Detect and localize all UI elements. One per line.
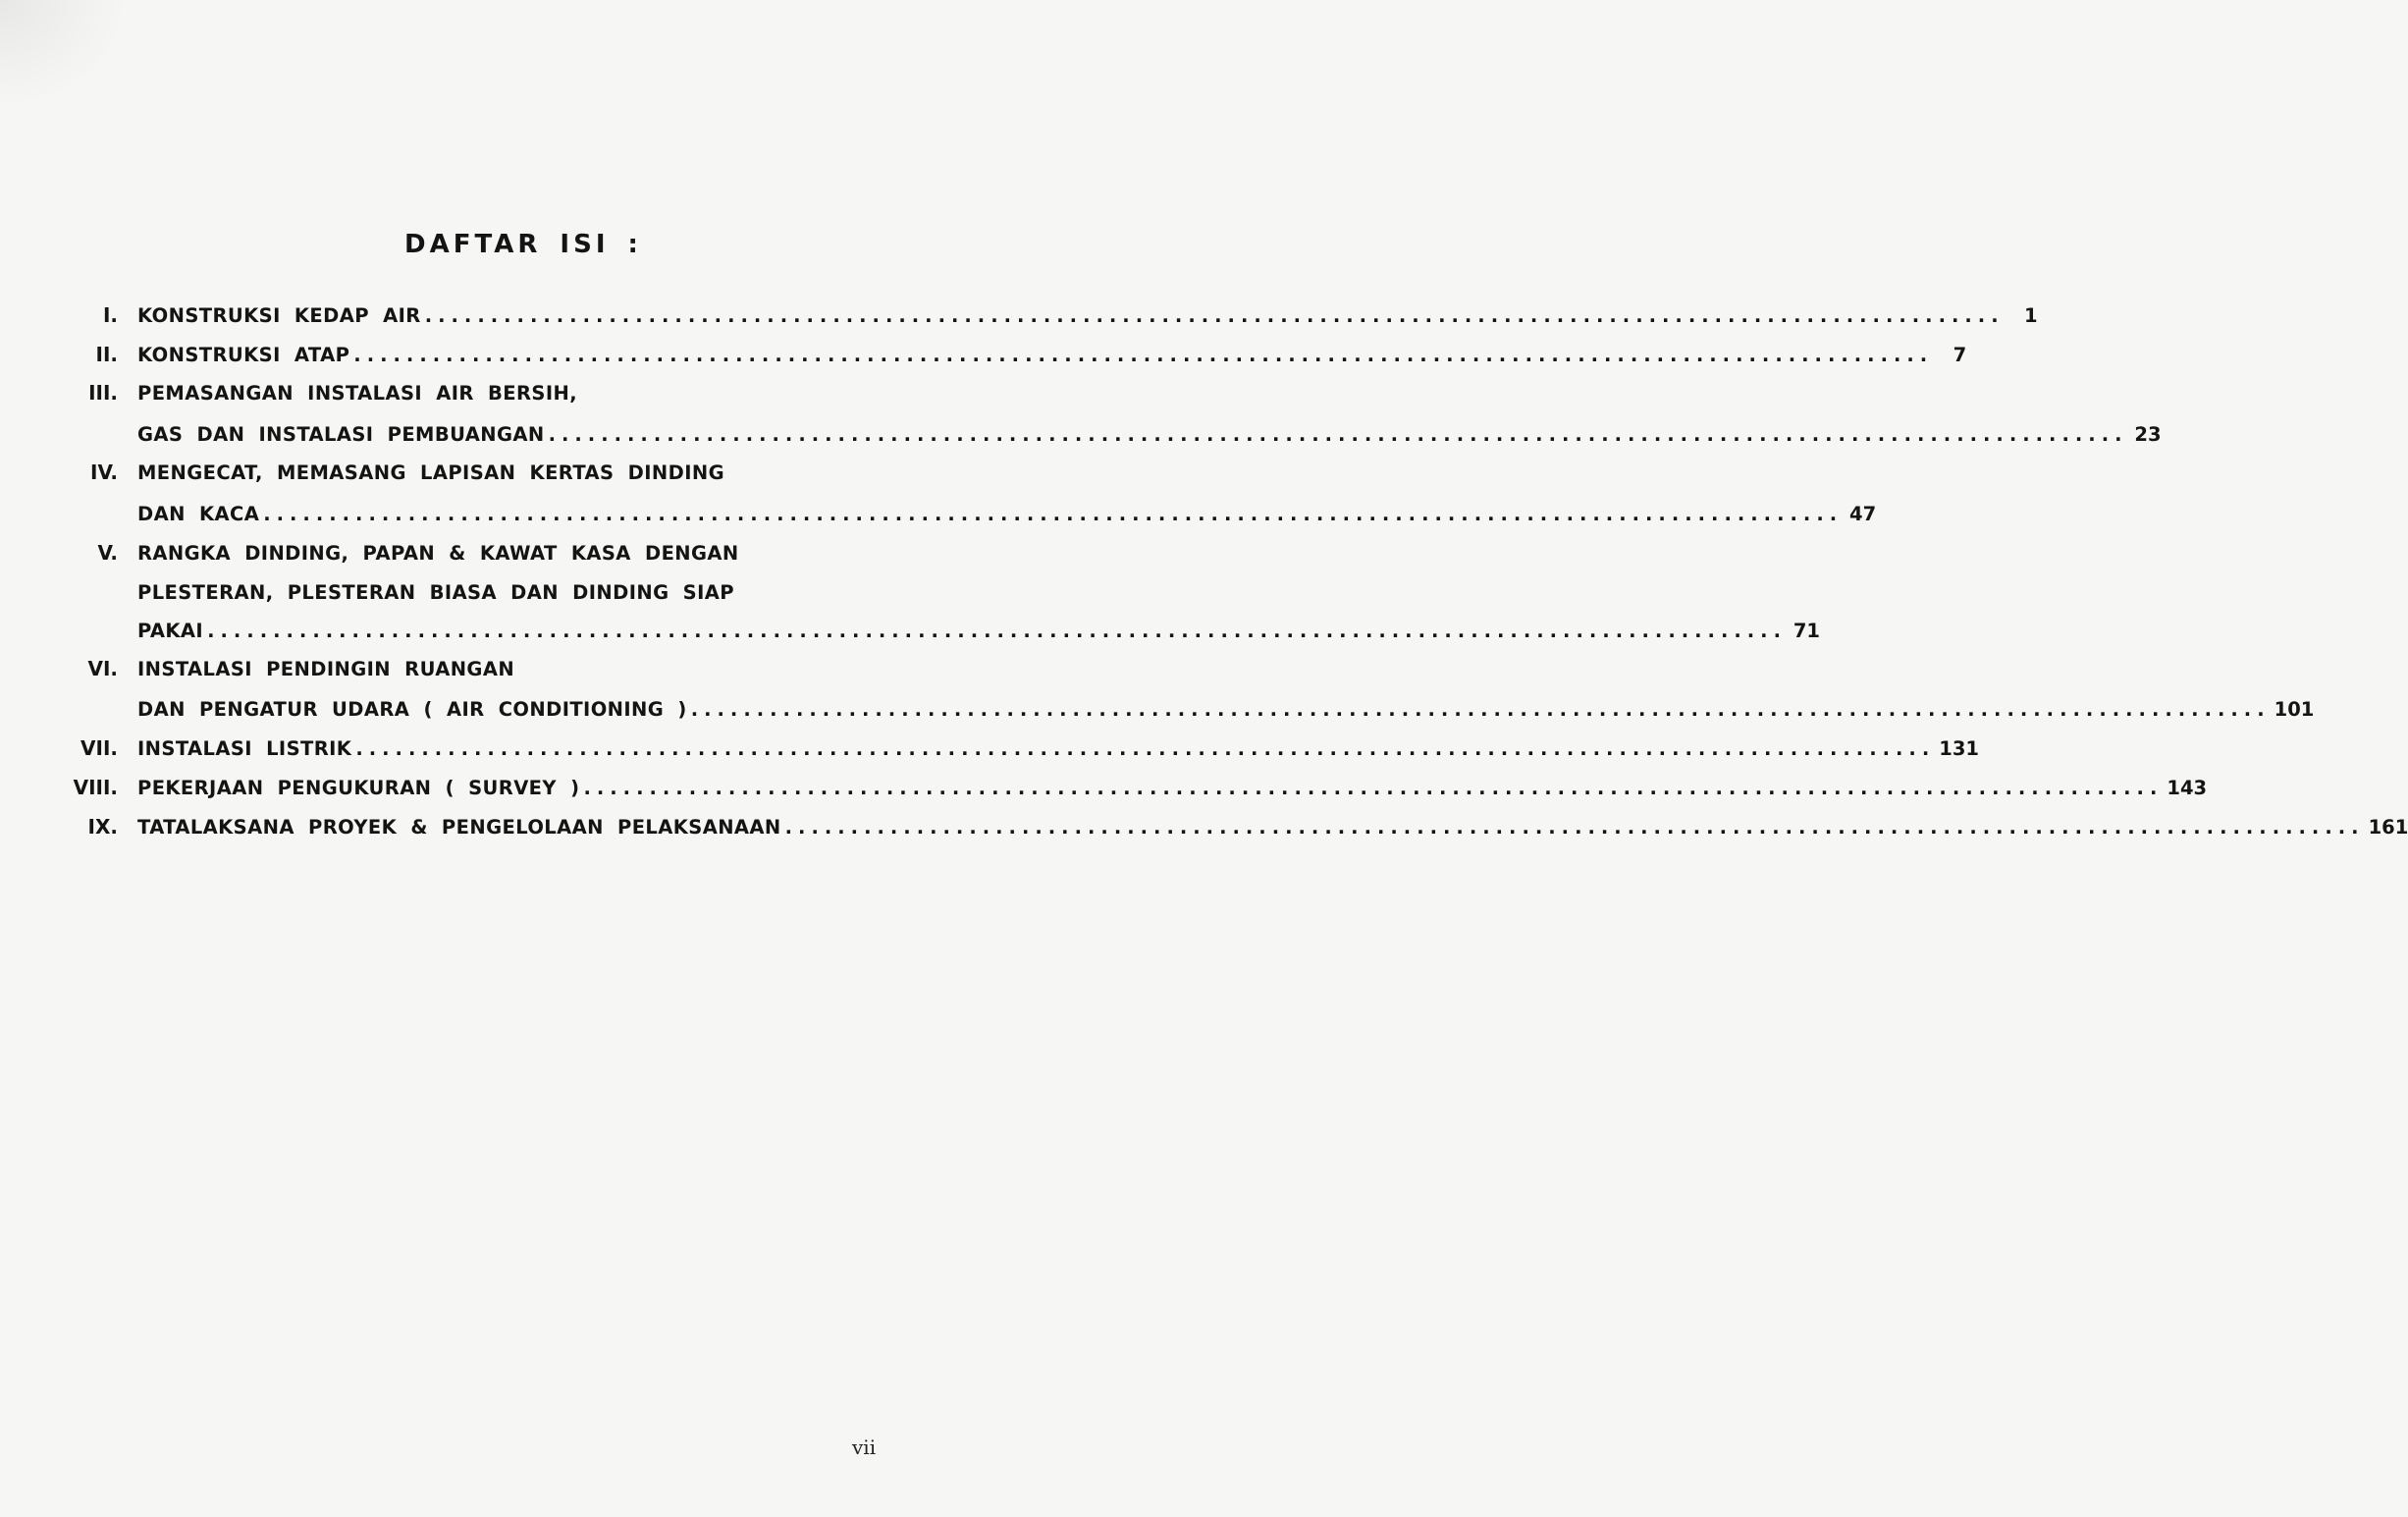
toc-entry-title: INSTALASI PENDINGIN RUANGAN: [137, 658, 515, 680]
toc-leader-dots: ........................................................................................................................: [207, 620, 1787, 642]
toc-entry-number: IX.: [87, 815, 118, 839]
toc-entry-title: PEKERJAAN PENGUKURAN ( SURVEY ): [137, 777, 580, 799]
toc-leader-dots: ........................................................................................................................: [424, 304, 2005, 327]
toc-leader-dots: ........................................................................................................................: [784, 816, 2365, 839]
toc-entry-number: IV.: [90, 461, 118, 484]
toc-entry-title: PLESTERAN, PLESTERAN BIASA DAN DINDING SIAP: [137, 581, 734, 604]
toc-entry-page: 143: [2167, 777, 2208, 799]
toc-entry-number: II.: [95, 343, 118, 366]
toc-entry-title: DAN KACA: [137, 503, 260, 525]
toc-entry-6-line-2[interactable]: [137, 696, 2315, 722]
toc-entry-number: I.: [102, 303, 118, 327]
toc-entry-page: 101: [2274, 698, 2315, 721]
toc-entry-page: 131: [1939, 737, 1979, 760]
toc-entry-3-line-1[interactable]: [137, 380, 893, 406]
toc-entry-page: 71: [1793, 620, 1820, 642]
toc-entry-title: GAS DAN INSTALASI PEMBUANGAN: [137, 423, 545, 446]
toc-entry-5-line-3[interactable]: [137, 618, 1820, 643]
toc-entry-6-line-1[interactable]: [137, 656, 893, 681]
toc-entry-title: TATALAKSANA PROYEK & PENGELOLAAN PELAKSANAAN: [137, 816, 781, 839]
toc-entry-5-line-1[interactable]: [137, 540, 893, 566]
toc-leader-dots: ........................................................................................................................: [355, 737, 1936, 760]
toc-entry-2[interactable]: [137, 342, 1967, 367]
toc-leader-dots: ........................................................................................................................: [583, 777, 2164, 799]
toc-entry-7[interactable]: [137, 735, 1979, 761]
toc-entry-number: VI.: [87, 657, 118, 680]
toc-entry-5-line-2[interactable]: [137, 579, 893, 605]
toc-entry-title: PAKAI: [137, 620, 204, 642]
toc-entry-number: VIII.: [73, 776, 118, 799]
toc-entry-title: MENGECAT, MEMASANG LAPISAN KERTAS DINDING: [137, 461, 724, 484]
toc-entry-4-line-2[interactable]: [137, 501, 1877, 526]
toc-entry-9[interactable]: [137, 814, 2408, 840]
page-number: vii: [852, 1436, 877, 1459]
toc-entry-page: 7: [1953, 344, 1967, 366]
toc-entry-3-line-2[interactable]: [137, 421, 2162, 447]
toc-entry-page: 1: [2024, 304, 2038, 327]
toc-entry-page: 161: [2368, 816, 2408, 839]
toc-entry-page: 23: [2134, 423, 2162, 446]
toc-entry-title: PEMASANGAN INSTALASI AIR BERSIH,: [137, 382, 578, 405]
toc-entry-1[interactable]: [137, 302, 2038, 328]
toc-entry-number: III.: [88, 381, 118, 405]
toc-leader-dots: ........................................................................................................................: [690, 698, 2271, 721]
toc-leader-dots: ........................................................................................................................: [548, 423, 2128, 446]
toc-entry-4-line-1[interactable]: [137, 460, 893, 485]
toc-entry-title: RANGKA DINDING, PAPAN & KAWAT KASA DENGAN: [137, 542, 739, 565]
toc-leader-dots: ........................................................................................................................: [263, 503, 1844, 525]
toc-entry-title: DAN PENGATUR UDARA ( AIR CONDITIONING ): [137, 698, 687, 721]
toc-entry-page: 47: [1849, 503, 1877, 525]
toc-leader-dots: ........................................................................................................................: [353, 344, 1934, 366]
toc-entry-8[interactable]: [137, 775, 2208, 800]
toc-entry-title: KONSTRUKSI KEDAP AIR: [137, 304, 421, 327]
page-title: DAFTAR ISI :: [404, 230, 642, 259]
toc-entry-number: V.: [97, 541, 118, 565]
toc-entry-title: INSTALASI LISTRIK: [137, 737, 352, 760]
toc-entry-title: KONSTRUKSI ATAP: [137, 344, 350, 366]
toc-entry-number: VII.: [80, 736, 118, 760]
